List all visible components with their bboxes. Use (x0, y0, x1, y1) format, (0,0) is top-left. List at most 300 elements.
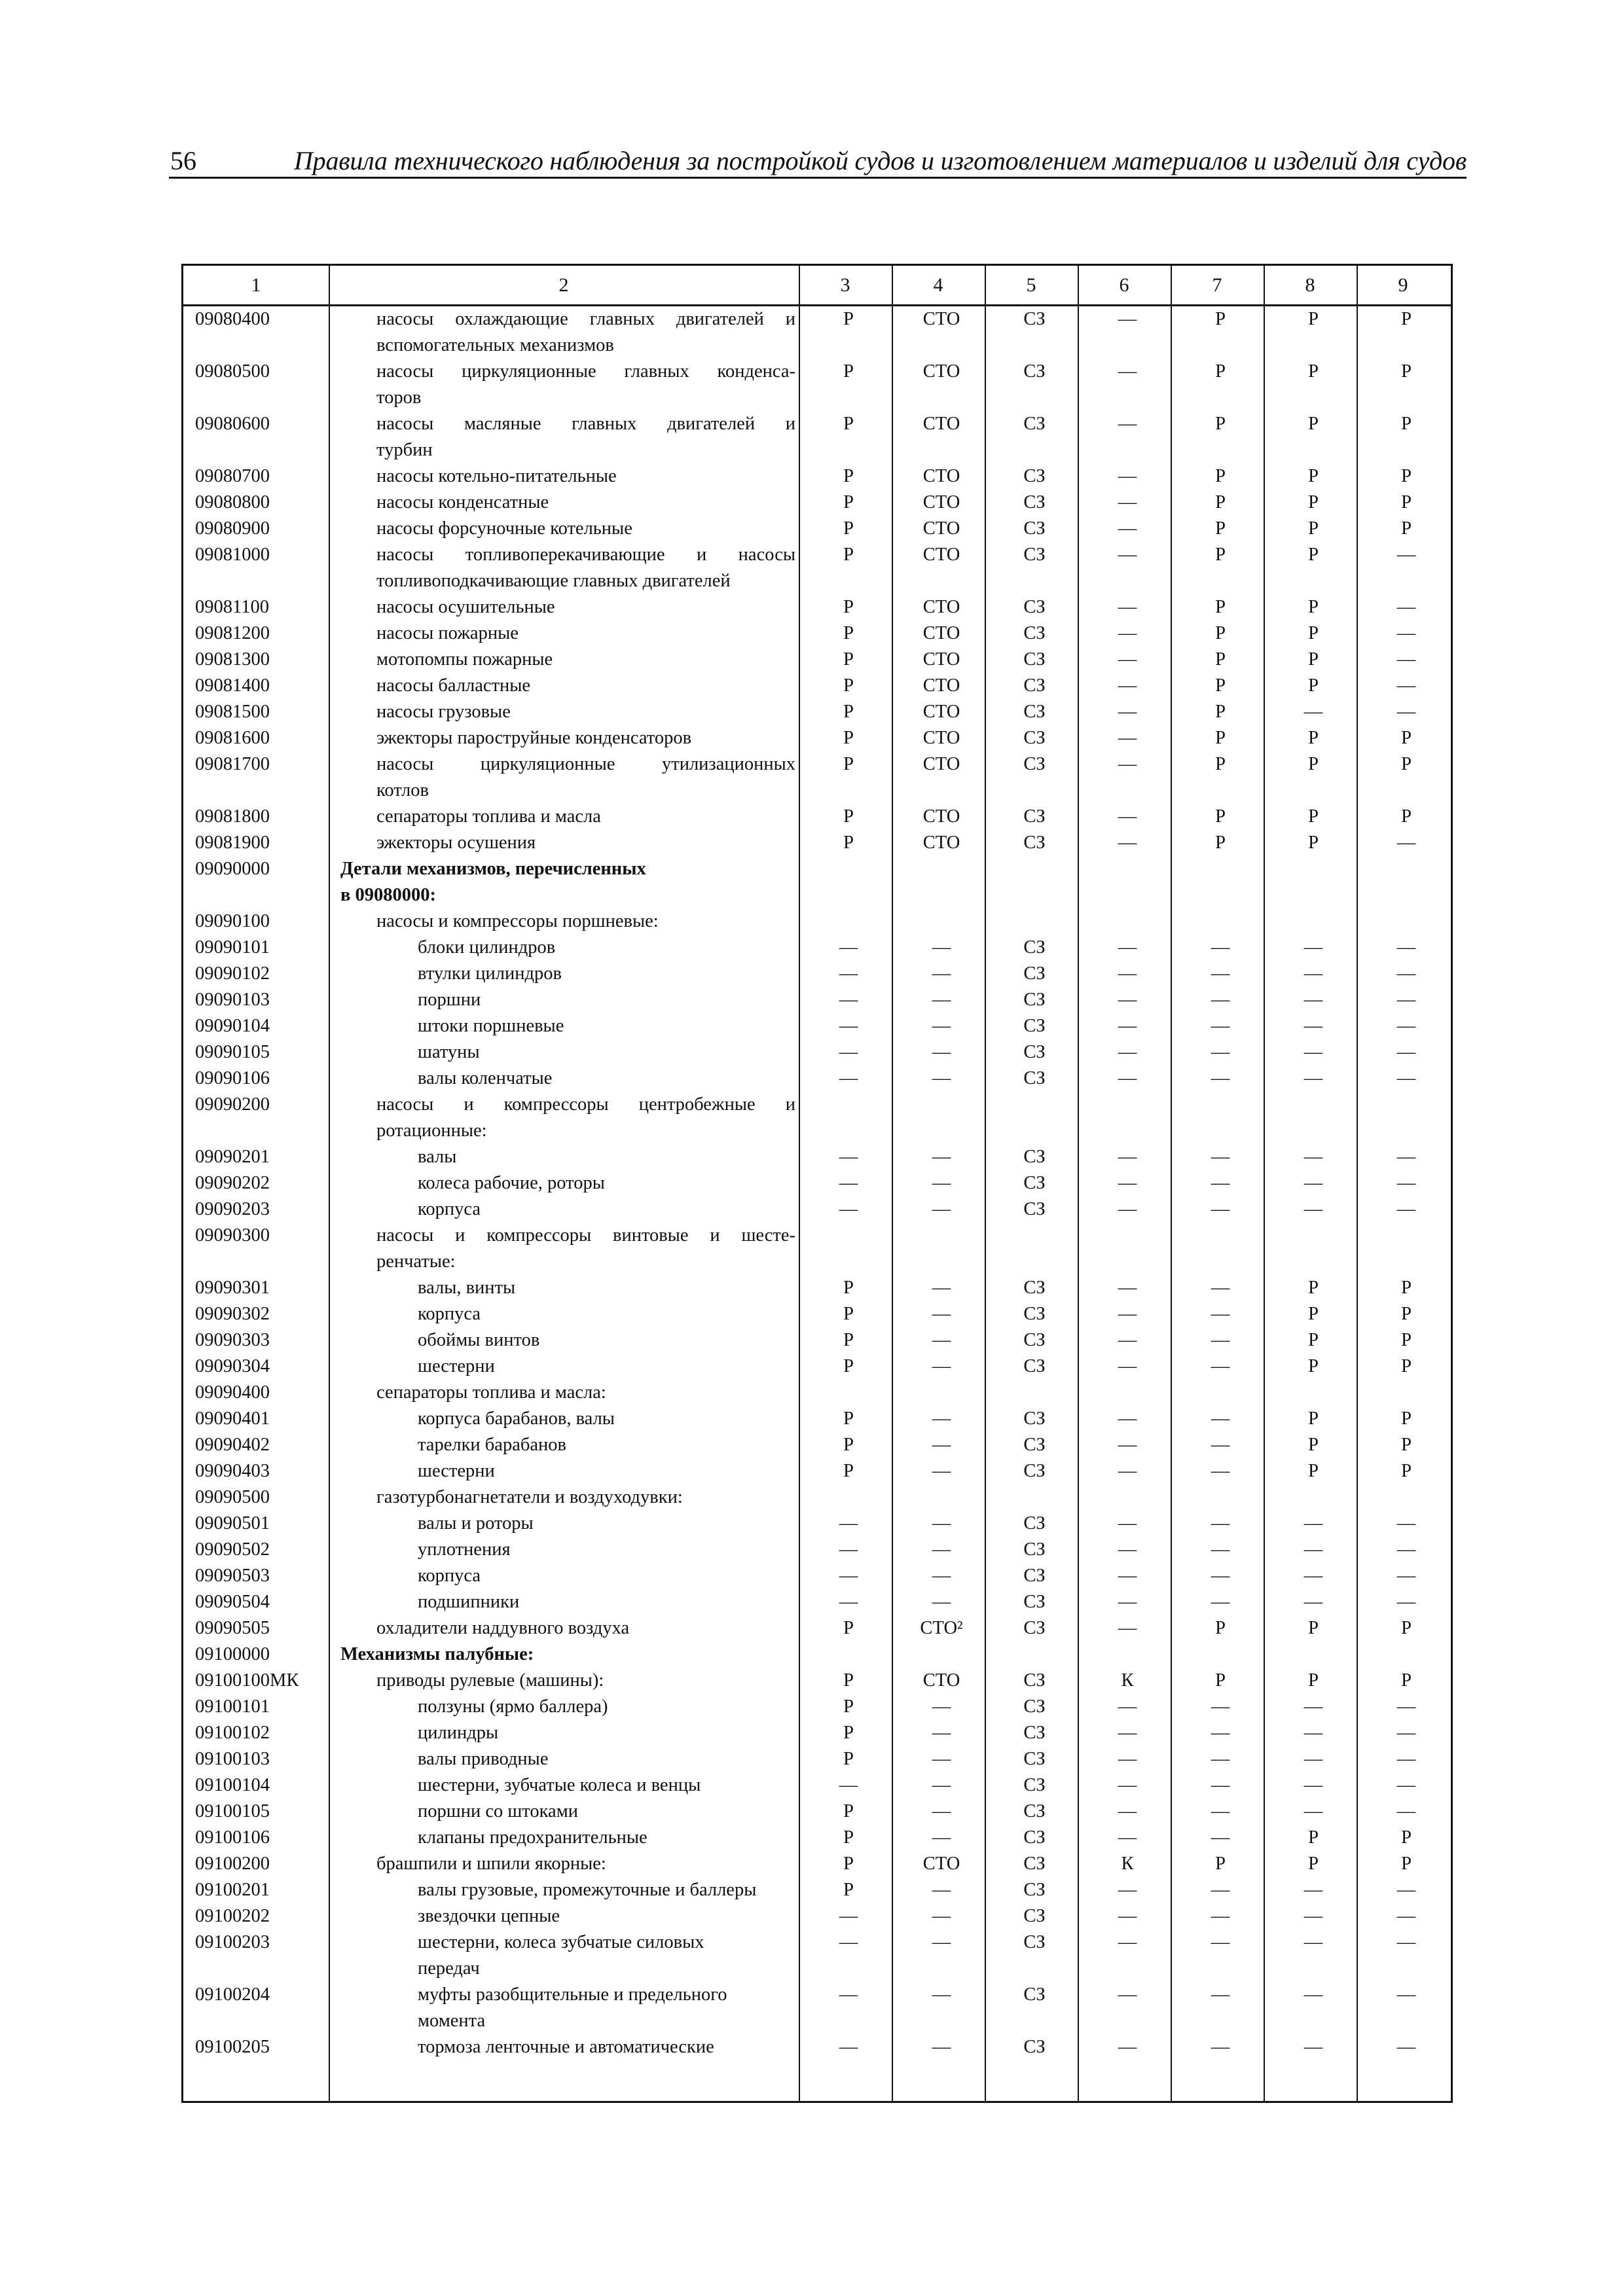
item-code: 09100100МК (195, 1670, 299, 1691)
item-name-line: тарелки барабанов (418, 1435, 566, 1455)
item-name-line: приводы рулевые (машины): (376, 1670, 604, 1691)
cell-col-8 (1267, 1641, 1360, 1668)
cell-col-4: — (932, 1801, 951, 1821)
cell-col-6: — (1118, 990, 1137, 1010)
item-name-line: насосы циркуляционные утилизационных (376, 754, 795, 774)
cell-col-5: СЗ (1023, 1749, 1046, 1769)
item-name-line: насосы топливоперекачивающие и насосы (376, 545, 795, 565)
item-name (340, 673, 795, 699)
cell-col-7: Р (1215, 466, 1226, 486)
item-name-line: Механизмы палубные: (340, 1644, 534, 1664)
item-name (340, 699, 795, 725)
item-name-line: передач (418, 1958, 480, 1979)
table-body (183, 306, 1451, 2060)
cell-col-9: Р (1401, 1330, 1412, 1350)
item-code: 09081300 (195, 649, 270, 670)
cell-col-8: Р (1308, 1435, 1319, 1455)
cell-col-7: Р (1215, 1618, 1226, 1638)
cell-col-9: Р (1401, 1408, 1412, 1429)
cell-col-9: Р (1401, 1670, 1412, 1691)
cell-col-4: — (932, 1827, 951, 1848)
item-code: 09090403 (195, 1461, 270, 1481)
item-name-line: звездочки цепные (418, 1906, 560, 1926)
cell-col-7: — (1211, 1696, 1230, 1717)
cell-col-3: Р (843, 1618, 854, 1638)
cell-col-7: Р (1215, 361, 1226, 382)
item-name (340, 1772, 795, 1799)
cell-col-6: — (1118, 963, 1137, 984)
table-row (183, 1982, 1451, 2034)
cell-col-5: СЗ (1023, 309, 1046, 329)
cell-col-3 (802, 908, 895, 935)
cell-col-5: СЗ (1023, 492, 1046, 512)
cell-col-7: — (1211, 1042, 1230, 1062)
page-header (169, 145, 1467, 179)
cell-col-4: СТО (922, 649, 960, 670)
cell-col-8: Р (1308, 1461, 1319, 1481)
cell-col-8: — (1304, 1696, 1323, 1717)
cell-col-5: СЗ (1023, 833, 1046, 853)
cell-col-9: — (1396, 623, 1416, 643)
item-name-line: ренчатые: (376, 1251, 456, 1272)
cell-col-8 (1267, 856, 1360, 882)
table-row (183, 2034, 1451, 2060)
cell-col-5: СЗ (1023, 414, 1046, 434)
cell-col-9: — (1396, 1696, 1416, 1717)
cell-col-3 (802, 856, 895, 882)
cell-col-8: — (1304, 963, 1323, 984)
cell-col-4: — (932, 1042, 951, 1062)
item-name-line: насосы циркуляционные главных конденса- (376, 361, 795, 382)
table-row (183, 1380, 1451, 1406)
cell-col-4: — (932, 1906, 951, 1926)
item-code: 09090502 (195, 1539, 270, 1560)
cell-col-8: — (1304, 702, 1323, 722)
item-name (340, 751, 795, 804)
item-name (340, 1825, 795, 1851)
table-row (183, 1301, 1451, 1327)
item-name-line: подшипники (418, 1592, 520, 1612)
cell-col-6: — (1118, 1461, 1137, 1481)
cell-col-4: — (932, 963, 951, 984)
cell-col-6: — (1118, 1356, 1137, 1376)
item-code: 09100201 (195, 1880, 270, 1900)
cell-col-5 (988, 1484, 1081, 1511)
cell-col-5: СЗ (1023, 1304, 1046, 1324)
item-code: 09081600 (195, 728, 270, 748)
item-name-line: в 09080000: (340, 885, 437, 905)
table-row (183, 1929, 1451, 1982)
cell-col-7: — (1211, 1932, 1230, 1952)
cell-col-5 (988, 1223, 1081, 1249)
cell-col-9: — (1396, 1592, 1416, 1612)
cell-col-6: — (1118, 1408, 1137, 1429)
item-code: 09100104 (195, 1775, 270, 1795)
item-name-line: ползуны (ярмо баллера) (418, 1696, 608, 1717)
cell-col-3: — (839, 990, 858, 1010)
cell-col-9: Р (1401, 466, 1412, 486)
cell-col-6: — (1118, 1932, 1137, 1952)
item-name-line: клапаны предохранительные (418, 1827, 647, 1848)
cell-col-7: — (1211, 1330, 1230, 1350)
cell-col-8: — (1304, 1016, 1323, 1036)
table-row (183, 359, 1451, 411)
cell-col-5: СЗ (1023, 1801, 1046, 1821)
item-name (340, 1223, 795, 1275)
table-row (183, 830, 1451, 856)
cell-col-3: Р (843, 492, 854, 512)
item-name (340, 490, 795, 516)
item-name-line: насосы балластные (376, 675, 531, 696)
table-row (183, 673, 1451, 699)
cell-col-3: Р (843, 1670, 854, 1691)
item-name-line: корпуса (418, 1566, 481, 1586)
item-name-line: поршни (418, 990, 481, 1010)
cell-col-3: Р (843, 309, 854, 329)
cell-col-6: К (1121, 1670, 1134, 1691)
item-name (340, 1641, 795, 1668)
table-row (183, 1720, 1451, 1746)
item-code: 09090102 (195, 963, 270, 984)
cell-col-5: СЗ (1023, 1408, 1046, 1429)
cell-col-5: СЗ (1023, 728, 1046, 748)
cell-col-7 (1174, 1484, 1267, 1511)
item-code: 09080800 (195, 492, 270, 512)
table-row (183, 516, 1451, 542)
item-name-line: сепараторы топлива и масла (376, 806, 601, 827)
table-row (183, 1511, 1451, 1537)
table-row (183, 1799, 1451, 1825)
cell-col-5: СЗ (1023, 754, 1046, 774)
cell-col-8: Р (1308, 518, 1319, 539)
item-code: 09090202 (195, 1173, 270, 1193)
column-header: 9 (1398, 274, 1408, 296)
item-code: 09100101 (195, 1696, 270, 1717)
cell-col-7: — (1211, 1592, 1230, 1612)
table-row (183, 1772, 1451, 1799)
item-name-line: шестерни (418, 1356, 495, 1376)
item-code: 09081700 (195, 754, 270, 774)
cell-col-4: — (932, 1199, 951, 1219)
cell-col-9: — (1396, 1801, 1416, 1821)
cell-col-6: — (1118, 2037, 1137, 2057)
cell-col-4: — (932, 1775, 951, 1795)
cell-col-5: СЗ (1023, 1513, 1046, 1534)
cell-col-4 (895, 1380, 988, 1406)
cell-col-5: СЗ (1023, 1618, 1046, 1638)
cell-col-7 (1174, 1641, 1267, 1668)
cell-col-9: Р (1401, 1356, 1412, 1376)
cell-col-6: — (1118, 1696, 1137, 1717)
cell-col-3: Р (843, 1356, 854, 1376)
item-code: 09090101 (195, 937, 270, 958)
cell-col-5: СЗ (1023, 2037, 1046, 2057)
cell-col-9: — (1396, 1984, 1416, 2005)
cell-col-8: — (1304, 1906, 1323, 1926)
item-code: 09100200 (195, 1854, 270, 1874)
table-row (183, 908, 1451, 935)
cell-col-5 (988, 856, 1081, 882)
cell-col-7: — (1211, 1435, 1230, 1455)
item-name-line: Детали механизмов, перечисленных (340, 859, 646, 879)
cell-col-7: — (1211, 1278, 1230, 1298)
cell-col-9: — (1396, 1539, 1416, 1560)
item-name (340, 1039, 795, 1066)
cell-col-9 (1360, 1641, 1453, 1668)
cell-col-4: СТО² (920, 1618, 963, 1638)
cell-col-7: Р (1215, 806, 1226, 827)
cell-col-7: Р (1215, 309, 1226, 329)
cell-col-7: — (1211, 1906, 1230, 1926)
item-name (340, 1563, 795, 1589)
table-row (183, 1641, 1451, 1668)
item-name-line: корпуса (418, 1199, 481, 1219)
cell-col-6 (1081, 908, 1174, 935)
table-row (183, 1537, 1451, 1563)
item-code: 09080700 (195, 466, 270, 486)
cell-col-5: СЗ (1023, 1539, 1046, 1560)
item-name (340, 1484, 795, 1511)
item-code: 09100103 (195, 1749, 270, 1769)
cell-col-7: — (1211, 1199, 1230, 1219)
item-name (340, 1982, 795, 2034)
table-row (183, 1746, 1451, 1772)
cell-col-6: — (1118, 1016, 1137, 1036)
cell-col-9: — (1396, 1199, 1416, 1219)
cell-col-3: — (839, 1539, 858, 1560)
item-name (340, 1013, 795, 1039)
cell-col-8 (1267, 1380, 1360, 1406)
item-name (340, 516, 795, 542)
cell-col-9: — (1396, 1173, 1416, 1193)
cell-col-7: Р (1215, 728, 1226, 748)
item-name-line: валы коленчатые (418, 1068, 553, 1088)
cell-col-9: — (1396, 1068, 1416, 1088)
item-code: 09090400 (195, 1382, 270, 1403)
table-row (183, 490, 1451, 516)
item-code: 09100000 (195, 1644, 270, 1664)
cell-col-4: — (932, 1068, 951, 1088)
cell-col-3: Р (843, 414, 854, 434)
table-row (183, 961, 1451, 987)
cell-col-5: СЗ (1023, 990, 1046, 1010)
table-row (183, 725, 1451, 751)
cell-col-3: Р (843, 518, 854, 539)
cell-col-8: Р (1308, 806, 1319, 827)
cell-col-4: СТО (922, 754, 960, 774)
cell-col-6: — (1118, 1984, 1137, 2005)
cell-col-3: Р (843, 1408, 854, 1429)
cell-col-5: СЗ (1023, 1827, 1046, 1848)
cell-col-9 (1360, 1223, 1453, 1249)
table-row (183, 1170, 1451, 1196)
cell-col-6 (1081, 1223, 1174, 1249)
item-code: 09081400 (195, 675, 270, 696)
cell-col-8: — (1304, 1199, 1323, 1219)
cell-col-8: Р (1308, 361, 1319, 382)
cell-col-5: СЗ (1023, 1723, 1046, 1743)
table-row (183, 804, 1451, 830)
table-row (183, 1223, 1451, 1275)
cell-col-7: — (1211, 963, 1230, 984)
cell-col-7: — (1211, 1775, 1230, 1795)
cell-col-8: Р (1308, 623, 1319, 643)
cell-col-3: Р (843, 1749, 854, 1769)
cell-col-6: — (1118, 1278, 1137, 1298)
cell-col-9: — (1396, 963, 1416, 984)
item-name (340, 1092, 795, 1144)
item-code: 09081800 (195, 806, 270, 827)
cell-col-4: — (932, 1513, 951, 1534)
item-name-line: момента (418, 2011, 486, 2031)
item-code: 09090301 (195, 1278, 270, 1298)
item-code: 09090300 (195, 1225, 270, 1246)
cell-col-9: — (1396, 833, 1416, 853)
item-code: 09081900 (195, 833, 270, 853)
cell-col-9: — (1396, 1932, 1416, 1952)
item-name-line: насосы и компрессоры центробежные и (376, 1094, 795, 1115)
table-row (183, 751, 1451, 804)
cell-col-4 (895, 908, 988, 935)
item-code: 09090503 (195, 1566, 270, 1586)
cell-col-7: — (1211, 1356, 1230, 1376)
cell-col-8: — (1304, 1801, 1323, 1821)
item-code: 09081000 (195, 545, 270, 565)
cell-col-7: — (1211, 1801, 1230, 1821)
cell-col-4: СТО (922, 597, 960, 617)
item-name-line: ротационные: (376, 1121, 487, 1141)
cell-col-4 (895, 1223, 988, 1249)
cell-col-8: Р (1308, 1330, 1319, 1350)
cell-col-4: СТО (922, 309, 960, 329)
cell-col-7: — (1211, 1304, 1230, 1324)
cell-col-9: — (1396, 545, 1416, 565)
cell-col-9: Р (1401, 1304, 1412, 1324)
item-name-line: обоймы винтов (418, 1330, 540, 1350)
cell-col-4: — (932, 1566, 951, 1586)
item-code: 09081500 (195, 702, 270, 722)
item-name-line: муфты разобщительные и предельного (418, 1984, 727, 2005)
cell-col-7 (1174, 856, 1267, 882)
cell-col-9 (1360, 856, 1453, 882)
item-name-line: насосы пожарные (376, 623, 519, 643)
cell-col-7: Р (1215, 1670, 1226, 1691)
item-name-line: охладители наддувного воздуха (376, 1618, 630, 1638)
cell-col-4 (895, 1484, 988, 1511)
cell-col-3: — (839, 1199, 858, 1219)
cell-col-5: СЗ (1023, 675, 1046, 696)
cell-col-8: Р (1308, 649, 1319, 670)
cell-col-9: — (1396, 2037, 1416, 2057)
cell-col-3: Р (843, 1854, 854, 1874)
cell-col-3: Р (843, 1304, 854, 1324)
cell-col-3: — (839, 1932, 858, 1952)
item-name-line: котлов (376, 780, 429, 800)
cell-col-3: Р (843, 1827, 854, 1848)
cell-col-4: — (932, 1016, 951, 1036)
cell-col-8: Р (1308, 492, 1319, 512)
cell-col-6: — (1118, 1042, 1137, 1062)
cell-col-9 (1360, 1484, 1453, 1511)
cell-col-3: — (839, 1906, 858, 1926)
item-name (340, 1380, 795, 1406)
item-name (340, 1720, 795, 1746)
item-name (340, 411, 795, 463)
item-code: 09100203 (195, 1932, 270, 1952)
item-code: 09100205 (195, 2037, 270, 2057)
cell-col-4: СТО (922, 466, 960, 486)
cell-col-5: СЗ (1023, 466, 1046, 486)
item-code: 09090501 (195, 1513, 270, 1534)
cell-col-5: СЗ (1023, 1016, 1046, 1036)
table-row (183, 987, 1451, 1013)
cell-col-4: — (932, 1435, 951, 1455)
item-name (340, 1275, 795, 1301)
item-name-line: валы и роторы (418, 1513, 534, 1534)
column-header: 4 (933, 274, 943, 296)
cell-col-3 (802, 1380, 895, 1406)
cell-col-5: СЗ (1023, 1461, 1046, 1481)
item-code: 09100105 (195, 1801, 270, 1821)
item-code: 09100106 (195, 1827, 270, 1848)
item-code: 09090105 (195, 1042, 270, 1062)
table-row (183, 1458, 1451, 1484)
column-header: 6 (1119, 274, 1129, 296)
item-name-line: шестерни, колеса зубчатые силовых (418, 1932, 704, 1952)
table-row (183, 1092, 1451, 1144)
item-code: 09090402 (195, 1435, 270, 1455)
cell-col-5: СЗ (1023, 1356, 1046, 1376)
cell-col-4: — (932, 1408, 951, 1429)
cell-col-3: Р (843, 1801, 854, 1821)
cell-col-8: Р (1308, 1408, 1319, 1429)
cell-col-5: СЗ (1023, 1042, 1046, 1062)
item-name (340, 1929, 795, 1982)
cell-col-9: Р (1401, 1278, 1412, 1298)
cell-col-6: — (1118, 518, 1137, 539)
item-code: 09080600 (195, 414, 270, 434)
cell-col-3: Р (843, 1880, 854, 1900)
cell-col-7: Р (1215, 545, 1226, 565)
item-name-line: торов (376, 387, 422, 408)
cell-col-3: Р (843, 702, 854, 722)
cell-col-9: Р (1401, 492, 1412, 512)
item-name-line: втулки цилиндров (418, 963, 562, 984)
cell-col-6: — (1118, 1801, 1137, 1821)
item-name-line: брашпили и шпили якорные: (376, 1854, 606, 1874)
item-name-line: валы, винты (418, 1278, 516, 1298)
cell-col-7: — (1211, 1984, 1230, 2005)
item-name-line: эжекторы пароструйные конденсаторов (376, 728, 692, 748)
cell-col-3: Р (843, 649, 854, 670)
cell-col-3: — (839, 1984, 858, 2005)
cell-col-9: — (1396, 990, 1416, 1010)
cell-col-6: — (1118, 937, 1137, 958)
item-name (340, 1746, 795, 1772)
item-name-line: газотурбонагнетатели и воздуходувки: (376, 1487, 683, 1507)
item-name-line: валы приводные (418, 1749, 549, 1769)
cell-col-3: — (839, 1016, 858, 1036)
cell-col-6 (1081, 1484, 1174, 1511)
cell-col-5: СЗ (1023, 1147, 1046, 1167)
table-row (183, 935, 1451, 961)
cell-col-9: — (1396, 937, 1416, 958)
cell-col-3: Р (843, 833, 854, 853)
table-row (183, 1851, 1451, 1877)
cell-col-6: — (1118, 545, 1137, 565)
cell-col-7 (1174, 1092, 1267, 1118)
cell-col-3: Р (843, 466, 854, 486)
